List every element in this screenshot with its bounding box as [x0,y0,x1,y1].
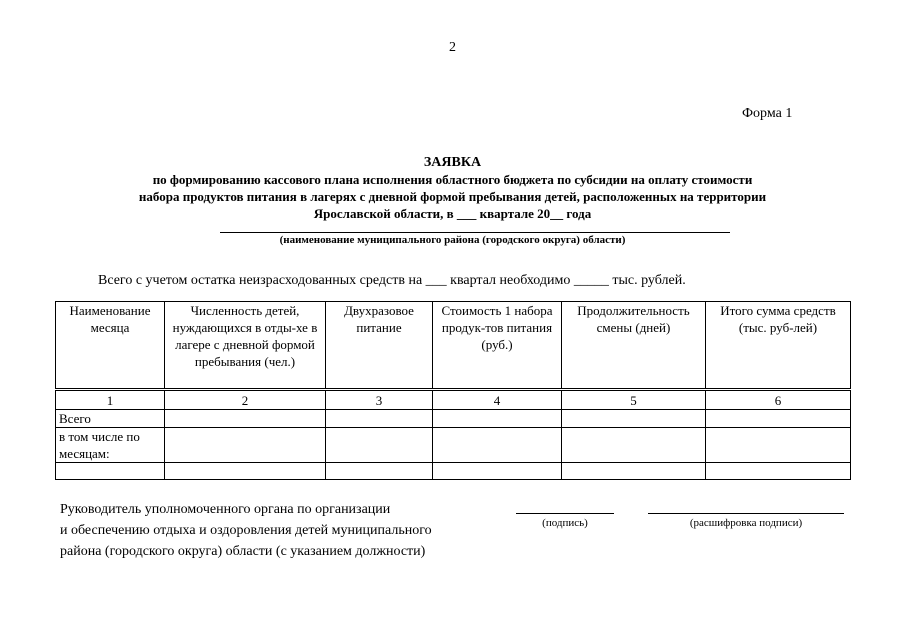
column-numbers-row [56,390,851,410]
header-children-count: Численность детей, нуждающихся в отды-хе в лагере с дневной формой пребывания (чел.) [165,302,326,390]
table-cell: в том числе по месяцам: [56,428,165,463]
table-cell [165,428,326,463]
org-name-caption: (наименование муниципального района (городского округа) области) [279,234,626,246]
decoding-rule [648,513,844,514]
form-label: Форма 1 [742,106,793,121]
table-cell [562,463,706,480]
table-cell [562,410,706,428]
table-cell [433,428,562,463]
table-cell [56,463,165,480]
column-number: 1 [56,390,165,410]
header-month: Наименование месяца [56,302,165,390]
table-row [56,428,851,463]
signatory-line: района (городского округа) области (с указанием должности) [60,544,426,559]
org-name-rule [220,232,730,233]
total-funds-line: Всего с учетом остатка неизрасходованных средств на ___ квартал необходимо _____ тыс. рублей. [98,273,686,288]
column-number: 3 [326,390,433,410]
table-cell [433,410,562,428]
title-heading: ЗАЯВКА [423,155,482,170]
header-set-cost: Стоимость 1 набора продук-тов питания (руб.) [433,302,562,390]
header-total-sum: Итого сумма средств (тыс. руб-лей) [706,302,851,390]
request-table [55,301,851,480]
table-cell: Всего [56,410,165,428]
title-line: Ярославской области, в ___ квартале 20__ года [313,206,592,221]
column-number: 2 [165,390,326,410]
table-cell [562,428,706,463]
table-header-row [56,302,851,390]
document-title [60,154,845,222]
page-number: 2 [449,40,456,55]
table-cell [165,410,326,428]
decoding-caption: (расшифровка подписи) [689,517,803,529]
table-cell [433,463,562,480]
table-cell [706,410,851,428]
table-cell [326,463,433,480]
signature-rule [516,513,614,514]
header-shift-duration: Продолжительность смены (дней) [562,302,706,390]
table-cell [326,410,433,428]
table-cell [706,463,851,480]
table-row [56,463,851,480]
title-line: набора продуктов питания в лагерях с дневной формой пребывания детей, расположенных на территории [138,189,767,204]
signatory-position [60,499,432,562]
signatory-line: и обеспечению отдыха и оздоровления детей муниципального [60,523,432,538]
table-cell [165,463,326,480]
table-cell [706,428,851,463]
signatory-line: Руководитель уполномоченного органа по организации [60,502,391,517]
title-line: по формированию кассового плана исполнения областного бюджета по субсидии на оплату стоимости [152,172,753,187]
table-row [56,410,851,428]
header-two-meals: Двухразовое питание [326,302,433,390]
column-number: 6 [706,390,851,410]
column-number: 5 [562,390,706,410]
table-cell [326,428,433,463]
column-number: 4 [433,390,562,410]
signature-caption: (подпись) [542,517,588,529]
